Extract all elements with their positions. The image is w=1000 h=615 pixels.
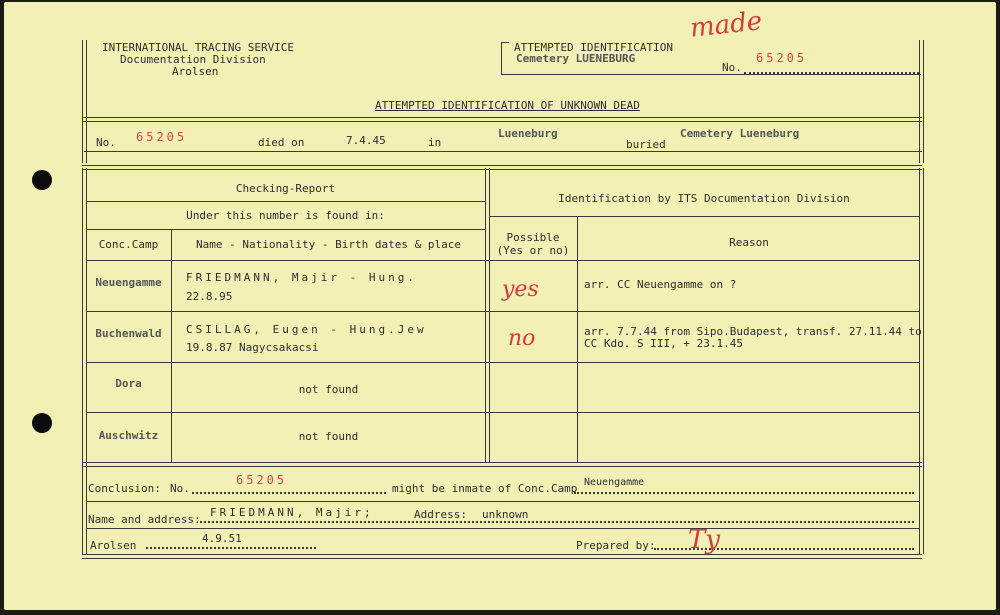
death-place: Lueneburg [498, 127, 558, 140]
row-camp: Buchenwald [95, 327, 162, 340]
row-camp: Neuengamme [95, 276, 162, 289]
row-birth: 22.8.95 [186, 290, 233, 303]
footer-date-line [146, 547, 316, 549]
punch-hole [32, 170, 52, 190]
address-value: unknown [482, 508, 529, 521]
form-bottom-rule [82, 554, 922, 559]
header-rule [501, 74, 921, 75]
info-rule [84, 151, 922, 152]
in-label: in [428, 136, 442, 149]
footer-place: Arolsen [90, 539, 137, 552]
table-divider-possible [577, 216, 578, 463]
org-name: INTERNATIONAL TRACING SERVICE [102, 41, 295, 54]
conclusion-no-label: No. [170, 482, 190, 495]
identification-title: Identification by ITS Documentation Division [558, 192, 850, 205]
org-division: Documentation Division [120, 53, 266, 66]
person-name: FRIEDMANN, Majir; [210, 506, 374, 519]
name-address-line [200, 521, 914, 523]
info-no-label: No. [96, 136, 116, 149]
header-divider [501, 42, 502, 74]
row-possible: no [508, 326, 536, 351]
title-rule [82, 117, 922, 122]
row-possible: yes [502, 277, 539, 302]
checking-rule-1 [86, 201, 485, 202]
checking-rule-2 [86, 229, 485, 230]
conclusion-rule [86, 501, 919, 502]
conclusion-camp: Neuengamme [584, 477, 645, 488]
info-rule-double [82, 165, 922, 170]
row-reason: arr. CC Neuengamme on ? [584, 278, 737, 291]
header-divider-tick [501, 42, 509, 43]
row-name: FRIEDMANN, Majir - Hung. [186, 271, 417, 284]
row-name: not found [298, 383, 359, 396]
address-label: Address: [414, 508, 467, 521]
buried-place: Cemetery Lueneburg [680, 127, 800, 140]
row-rule [86, 362, 919, 363]
conclusion-number: 65205 [236, 473, 288, 487]
table-divider-main [485, 168, 490, 463]
name-address-label: Name and address: [88, 513, 201, 526]
table-border-left [82, 168, 87, 554]
row-birth: 19.8.87 Nagycsakacsi [186, 341, 319, 354]
col-header-camp: Conc.Camp [98, 238, 159, 251]
row-camp: Auschwitz [98, 429, 159, 442]
col-header-possible: Possible (Yes or no) [496, 231, 570, 257]
checking-report-title: Checking-Report [235, 182, 336, 195]
checking-report-subtitle: Under this number is found in: [186, 209, 385, 222]
row-reason: arr. 7.7.44 from Sipo.Budapest, transf. 27.11.44 to [584, 325, 922, 338]
conclusion-camp-line [574, 492, 914, 494]
row-name: CSILLAG, Eugen - Hung.Jew [186, 323, 427, 336]
header-no-label: No. [722, 61, 742, 74]
record-card [4, 2, 996, 610]
row-camp: Dora [115, 377, 142, 390]
form-border-left-upper [82, 40, 87, 163]
form-title: ATTEMPTED IDENTIFICATION [514, 41, 673, 54]
table-header-rule [86, 260, 919, 261]
row-rule [86, 311, 919, 312]
table-bottom-rule [82, 462, 922, 467]
row-reason-cont: CC Kdo. S III, + 23.1.45 [584, 337, 743, 350]
conclusion-label: Conclusion: [88, 482, 161, 495]
page-title: ATTEMPTED IDENTIFICATION OF UNKNOWN DEAD [375, 99, 640, 112]
form-cemetery: Cemetery LUENEBURG [516, 52, 636, 65]
identification-rule [489, 216, 919, 217]
col-header-name: Name - Nationality - Birth dates & place [196, 238, 461, 251]
death-date: 7.4.45 [346, 134, 386, 147]
handwritten-note: made [688, 6, 764, 44]
table-divider-camp [171, 230, 172, 463]
col-header-reason: Reason [729, 236, 769, 249]
header-number: 65205 [756, 51, 808, 65]
info-number: 65205 [136, 130, 188, 144]
org-location: Arolsen [172, 65, 219, 78]
form-border-right-upper [919, 40, 924, 163]
inmate-label: might be inmate of Conc.Camp [392, 482, 578, 495]
died-on-label: died on [258, 136, 305, 149]
punch-hole [32, 413, 52, 433]
name-address-rule [86, 528, 919, 529]
buried-label: buried [626, 138, 666, 151]
table-border-right [919, 168, 924, 554]
row-rule [86, 412, 919, 413]
conclusion-number-line [192, 492, 386, 494]
footer-date: 4.9.51 [202, 532, 242, 545]
row-name: not found [298, 430, 359, 443]
prepared-by-label: Prepared by: [576, 539, 656, 552]
signature: Ty [688, 525, 721, 555]
